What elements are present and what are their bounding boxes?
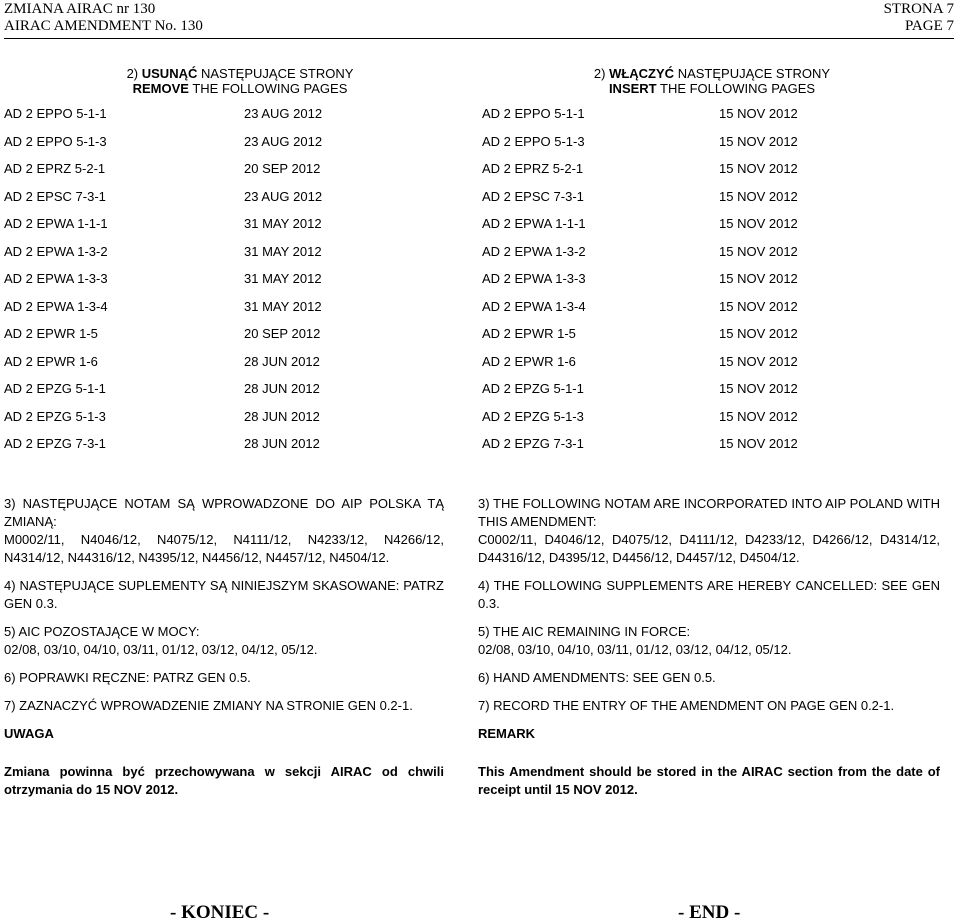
- page-id: AD 2 EPPO 5-1-1: [482, 106, 585, 121]
- page-date: 20 SEP 2012: [244, 326, 321, 341]
- notam-list-pl: M0002/11, N4046/12, N4075/12, N4111/12, N4233/12, N4266/12, N4314/12, N44316/12, N4395/12, N4456/12, N4457/12, N4504/12.: [4, 532, 444, 565]
- page-list-row: [4, 161, 464, 189]
- aic-list-en: 02/08, 03/10, 04/10, 03/11, 01/12, 03/12, 04/12, 05/12.: [478, 642, 792, 657]
- remark-title-pl: UWAGA: [4, 726, 54, 741]
- aic-list-pl: 02/08, 03/10, 04/10, 03/11, 01/12, 03/12, 04/12, 05/12.: [4, 642, 318, 657]
- remark-body-en: This Amendment should be stored in the AIRAC section from the date of receipt until 15 NOV 2012.: [478, 764, 940, 797]
- page-id: AD 2 EPWR 1-6: [4, 353, 98, 369]
- page-date: 15 NOV 2012: [719, 436, 798, 451]
- page-list-row: [482, 271, 942, 299]
- aic-paragraph-en: [478, 623, 940, 659]
- page-list-row: [4, 134, 464, 162]
- aic-title-en: 5) THE AIC REMAINING IN FORCE:: [478, 624, 691, 639]
- page-list-row: [4, 354, 464, 382]
- page-date: 15 NOV 2012: [719, 381, 798, 396]
- remove-rest-pl: NASTĘPUJĄCE STRONY: [201, 66, 354, 81]
- insert-number: 2): [593, 66, 606, 81]
- page-list-row: [482, 436, 942, 464]
- page-date: 23 AUG 2012: [244, 188, 323, 204]
- page-date: 28 JUN 2012: [244, 436, 320, 451]
- page-date: 15 NOV 2012: [719, 326, 798, 341]
- remove-number: 2): [126, 66, 139, 81]
- header-divider: [4, 38, 954, 39]
- page-id: AD 2 EPRZ 5-2-1: [4, 161, 106, 176]
- hand-amendments-en: 6) HAND AMENDMENTS: SEE GEN 0.5.: [478, 670, 716, 685]
- page-id: AD 2 EPWA 1-3-4: [482, 298, 586, 314]
- insert-section-title: [592, 66, 832, 96]
- page-list-row: [4, 326, 464, 354]
- page-id: AD 2 EPWA 1-3-2: [482, 243, 586, 259]
- page-id: AD 2 EPZG 5-1-1: [482, 381, 584, 396]
- page-id: AD 2 EPZG 7-3-1: [482, 436, 584, 451]
- page-list-row: [4, 299, 464, 327]
- insert-pages-list: [482, 106, 942, 464]
- page-date: 28 JUN 2012: [244, 353, 320, 369]
- page-id: AD 2 EPSC 7-3-1: [4, 188, 106, 204]
- page-date: 15 NOV 2012: [719, 271, 798, 286]
- notam-paragraph-pl: [4, 495, 444, 567]
- page-id: AD 2 EPWR 1-6: [482, 353, 576, 369]
- page-list-row: [4, 244, 464, 272]
- amendment-title-en: AIRAC AMENDMENT No. 130: [4, 18, 203, 34]
- page-list-row: [4, 409, 464, 437]
- remark-title-en: REMARK: [478, 726, 536, 741]
- page-list-row: [482, 161, 942, 189]
- page-id: AD 2 EPZG 7-3-1: [4, 436, 106, 451]
- page-date: 23 AUG 2012: [244, 106, 323, 121]
- page-list-row: [482, 354, 942, 382]
- remove-section-title: [120, 66, 360, 96]
- insert-rest-pl: NASTĘPUJĄCE STRONY: [677, 66, 831, 81]
- page-date: 20 SEP 2012: [244, 161, 321, 176]
- page-date: 31 MAY 2012: [244, 298, 322, 314]
- page-date: 28 JUN 2012: [244, 408, 320, 424]
- supplements-paragraph-en: 4) THE FOLLOWING SUPPLEMENTS ARE HEREBY CANCELLED: SEE GEN 0.3.: [478, 578, 940, 611]
- remove-keyword-en: REMOVE: [132, 81, 189, 96]
- supplements-paragraph-pl: 4) NASTĘPUJĄCE SUPLEMENTY SĄ NINIEJSZYM SKASOWANE: PATRZ GEN 0.3.: [4, 578, 444, 611]
- page-id: AD 2 EPRZ 5-2-1: [482, 161, 584, 176]
- page-id: AD 2 EPZG 5-1-3: [4, 408, 106, 424]
- page-date: 15 NOV 2012: [719, 243, 798, 259]
- page-number-pl: STRONA 7: [883, 1, 954, 17]
- insert-keyword-en: INSERT: [608, 81, 657, 96]
- page-date: 23 AUG 2012: [244, 133, 323, 149]
- text-column-pl: [4, 495, 444, 799]
- page-list-row: [4, 216, 464, 244]
- page-list-row: [482, 134, 942, 162]
- page-list-row: [482, 189, 942, 217]
- page-id: AD 2 EPWA 1-1-1: [4, 216, 108, 231]
- page-list-row: [482, 216, 942, 244]
- page-date: 15 NOV 2012: [719, 133, 798, 149]
- page-list-row: [482, 409, 942, 437]
- header-left: [4, 1, 203, 35]
- page-id: AD 2 EPWA 1-1-1: [482, 216, 586, 231]
- page-date: 15 NOV 2012: [719, 216, 798, 231]
- page-id: AD 2 EPPO 5-1-3: [4, 133, 107, 149]
- header-right: [884, 1, 954, 35]
- page-list-row: [4, 271, 464, 299]
- aic-paragraph-pl: [4, 623, 444, 659]
- page-date: 31 MAY 2012: [244, 243, 322, 259]
- notam-title-pl: 3) NASTĘPUJĄCE NOTAM SĄ WPROWADZONE DO AIP POLSKA TĄ ZMIANĄ:: [4, 496, 444, 529]
- page-date: 15 NOV 2012: [719, 161, 798, 176]
- page-id: AD 2 EPWA 1-3-3: [4, 271, 108, 286]
- page-id: AD 2 EPPO 5-1-3: [482, 133, 585, 149]
- remove-rest-en: THE FOLLOWING PAGES: [192, 81, 348, 96]
- page-date: 15 NOV 2012: [719, 188, 798, 204]
- page-number-en: PAGE 7: [904, 18, 954, 34]
- page-date: 15 NOV 2012: [719, 408, 798, 424]
- page-date: 31 MAY 2012: [244, 271, 322, 286]
- page-list-row: [4, 189, 464, 217]
- record-entry-en: 7) RECORD THE ENTRY OF THE AMENDMENT ON PAGE GEN 0.2-1.: [478, 698, 895, 713]
- page-id: AD 2 EPWR 1-5: [482, 326, 576, 341]
- page-id: AD 2 EPWA 1-3-2: [4, 243, 108, 259]
- page-list-row: [4, 381, 464, 409]
- page-id: AD 2 EPPO 5-1-1: [4, 106, 107, 121]
- remark-body-pl: Zmiana powinna być przechowywana w sekcji AIRAC od chwili otrzymania do 15 NOV 2012.: [4, 764, 444, 797]
- end-marker-pl: - KONIEC -: [170, 902, 270, 923]
- notam-title-en: 3) THE FOLLOWING NOTAM ARE INCORPORATED INTO AIP POLAND WITH THIS AMENDMENT:: [478, 496, 940, 529]
- end-marker-en: - END -: [678, 902, 741, 923]
- page-list-row: [482, 381, 942, 409]
- page-id: AD 2 EPWR 1-5: [4, 326, 98, 341]
- page-list-row: [482, 299, 942, 327]
- page-date: 28 JUN 2012: [244, 381, 320, 396]
- aic-title-pl: 5) AIC POZOSTAJĄCE W MOCY:: [4, 624, 200, 639]
- page-list-row: [482, 326, 942, 354]
- page-id: AD 2 EPZG 5-1-3: [482, 408, 584, 424]
- insert-keyword-pl: WŁĄCZYĆ: [609, 66, 675, 81]
- page-id: AD 2 EPWA 1-3-3: [482, 271, 586, 286]
- remove-pages-list: [4, 106, 464, 464]
- insert-rest-en: THE FOLLOWING PAGES: [660, 81, 816, 96]
- amendment-title-pl: ZMIANA AIRAC nr 130: [4, 1, 156, 17]
- page-list-row: [482, 244, 942, 272]
- page-list-row: [4, 106, 464, 134]
- notam-list-en: C0002/11, D4046/12, D4075/12, D4111/12, D4233/12, D4266/12, D4314/12, D44316/12, D4395/12, D4456/12, D4457/12, D4504/12.: [478, 532, 940, 565]
- page-id: AD 2 EPSC 7-3-1: [482, 188, 584, 204]
- page-date: 15 NOV 2012: [719, 353, 798, 369]
- page-date: 15 NOV 2012: [719, 106, 798, 121]
- page-date: 31 MAY 2012: [244, 216, 322, 231]
- remove-keyword-pl: USUNĄĆ: [141, 66, 198, 81]
- page-id: AD 2 EPZG 5-1-1: [4, 381, 106, 396]
- record-entry-pl: 7) ZAZNACZYĆ WPROWADZENIE ZMIANY NA STRONIE GEN 0.2-1.: [4, 698, 413, 713]
- notam-paragraph-en: [478, 495, 940, 567]
- page-list-row: [4, 436, 464, 464]
- text-column-en: [478, 495, 940, 799]
- hand-amendments-pl: 6) POPRAWKI RĘCZNE: PATRZ GEN 0.5.: [4, 670, 251, 685]
- page-list-row: [482, 106, 942, 134]
- page-date: 15 NOV 2012: [719, 298, 798, 314]
- page-id: AD 2 EPWA 1-3-4: [4, 298, 108, 314]
